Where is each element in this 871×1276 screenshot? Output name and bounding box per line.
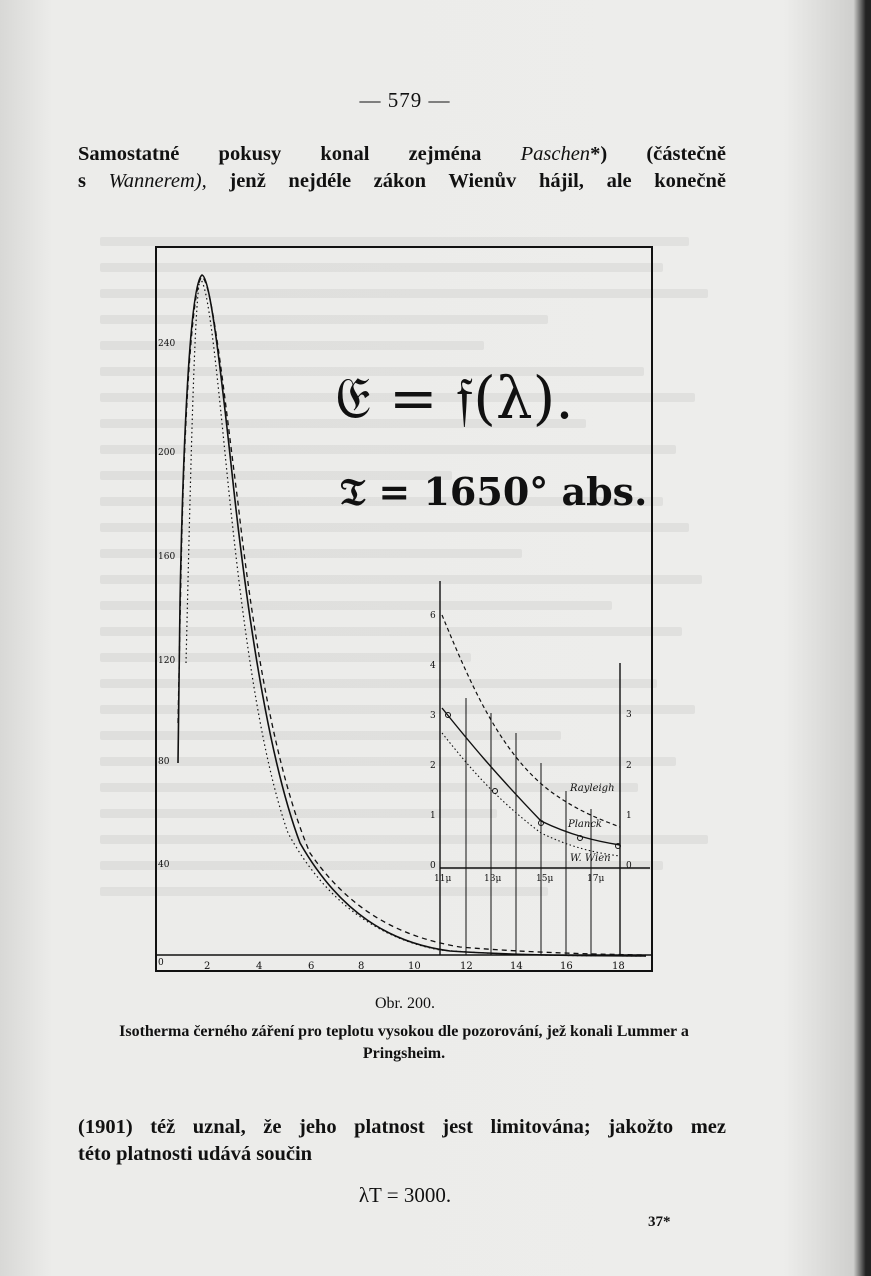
intro-text-b: *) (částečně (590, 143, 726, 165)
right-y-tick: 2 (626, 761, 632, 771)
formula-lambda-t: λT = 3000. (358, 1183, 452, 1207)
label-rayleigh: Rayleigh (570, 783, 615, 794)
inset-plot (430, 581, 650, 955)
inset-y-tick: 0 (430, 861, 436, 871)
right-y-tick: 3 (626, 710, 632, 720)
signature-mark: 37* (648, 1214, 671, 1230)
x-tick: 16 (560, 961, 573, 972)
y-tick: 120 (158, 656, 176, 666)
figure-caption: Isotherma černého záření pro teplotu vysokou dle pozorování, jež konali Lummer a Pringsheim. (119, 1023, 689, 1062)
inset-x-ticks (434, 874, 604, 884)
formula-energy: 𝔈 = 𝔣(λ). (335, 364, 574, 432)
x-tick: 8 (358, 961, 365, 972)
continuation-line-1: (1901) též uznal, že jeho platnost jest limitována; jakožto mez (78, 1116, 726, 1138)
y-tick: 200 (158, 448, 176, 458)
page-number: — 579 — (359, 88, 451, 112)
x-tick: 2 (204, 961, 211, 972)
y-tick: 160 (158, 552, 176, 562)
inset-x-tick: 15μ (536, 874, 554, 884)
intro-line-1 (78, 141, 726, 168)
name-wannerem: Wannerem), (108, 170, 207, 192)
intro-text-c: s (78, 170, 109, 192)
right-y-ticks (626, 710, 632, 871)
figure-number: Obr. 200. (375, 995, 435, 1012)
inset-x-tick: 13μ (484, 874, 502, 884)
x-tick: 6 (308, 961, 315, 972)
figure-svg (150, 243, 660, 978)
intro-line-2 (78, 168, 726, 195)
formula-temperature: 𝔗 = 1650° abs. (340, 469, 648, 514)
continuation-line-2: této platnosti udává součin (78, 1143, 313, 1165)
inset-x-tick: 17μ (587, 874, 605, 884)
inset-y-tick: 2 (430, 761, 436, 771)
name-paschen: Paschen (520, 143, 591, 165)
paragraph-continuation (78, 1114, 726, 1168)
inset-y-tick: 6 (430, 611, 436, 621)
inset-curve-wien (442, 733, 620, 856)
inset-curve-rayleigh (442, 615, 620, 827)
inset-x-tick: 11μ (434, 874, 452, 884)
label-wien: W. Wien (570, 853, 611, 864)
x-tick: 4 (256, 961, 263, 972)
intro-text-a: Samostatné pokusy konal zejména (78, 143, 521, 165)
x-tick: 12 (460, 961, 473, 972)
inset-y-tick: 4 (430, 661, 436, 671)
x-tick: 14 (510, 961, 523, 972)
y-tick: 40 (158, 860, 170, 870)
paragraph-intro (78, 141, 726, 195)
y-tick: 0 (158, 958, 164, 968)
intro-text-d: jenž nejdéle zákon Wienův hájil, ale konečně (206, 170, 726, 192)
right-y-tick: 1 (626, 811, 632, 821)
inset-y-ticks (430, 611, 436, 871)
inset-y-tick: 1 (430, 811, 436, 821)
inset-y-tick: 3 (430, 711, 436, 721)
y-tick: 80 (158, 757, 170, 767)
y-tick: 240 (158, 339, 176, 349)
x-tick: 18 (612, 961, 625, 972)
label-planck: Planck (568, 819, 602, 830)
figure-isotherm (150, 243, 660, 978)
x-tick: 10 (408, 961, 421, 972)
left-y-ticks (158, 339, 175, 968)
right-y-tick: 0 (626, 861, 632, 871)
